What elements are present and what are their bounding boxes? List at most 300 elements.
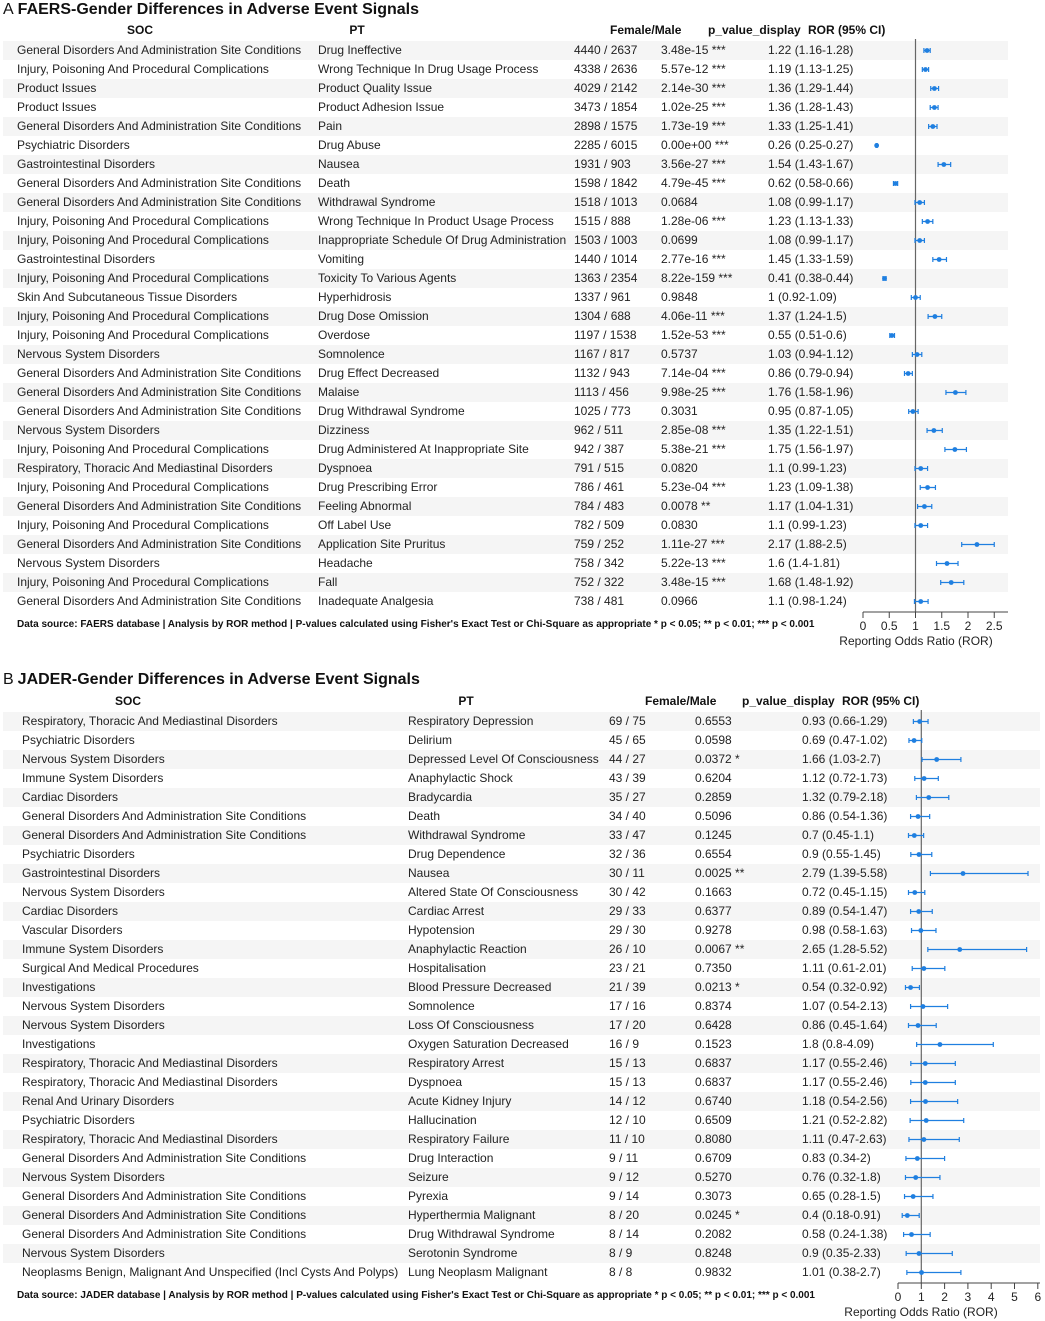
ror-point	[913, 1175, 918, 1180]
table-cell-ror-ci: 1.01 (0.38-2.7)	[802, 1265, 881, 1279]
table-cell-soc: General Disorders And Administration Site Conditions	[22, 809, 307, 823]
table-cell-female-male: 2898 / 1575	[574, 119, 638, 133]
column-header-soc: SOC	[114, 694, 142, 708]
x-tick-label: 1	[917, 1290, 925, 1304]
table-cell-pt: Dizziness	[318, 423, 370, 437]
table-cell-ror-ci: 1.23 (1.13-1.33)	[768, 214, 854, 228]
table-cell-female-male: 8 / 14	[609, 1227, 640, 1241]
x-tick-label: 1.5	[933, 619, 951, 633]
table-cell-soc: Neoplasms Benign, Malignant And Unspecified (Incl Cysts And Polyps)	[22, 1265, 399, 1279]
table-cell-pt: Anaphylactic Reaction	[408, 942, 527, 956]
table-cell-pt: Drug Dose Omission	[318, 309, 429, 323]
table-cell-ror-ci: 1.33 (1.25-1.41)	[768, 119, 854, 133]
table-cell-female-male: 1598 / 1842	[574, 176, 638, 190]
table-cell-ror-ci: 1.23 (1.09-1.38)	[768, 480, 854, 494]
table-cell-soc: Respiratory, Thoracic And Mediastinal Disorders	[22, 1132, 278, 1146]
table-cell-p-value: 0.0598	[695, 733, 732, 747]
table-cell-soc: Nervous System Disorders	[22, 1246, 165, 1260]
table-cell-female-male: 32 / 36	[609, 847, 646, 861]
ror-point	[912, 890, 917, 895]
table-cell-p-value: 0.2859	[695, 790, 732, 804]
table-cell-ror-ci: 0.76 (0.32-1.8)	[802, 1170, 881, 1184]
table-cell-p-value: 5.23e-04 ***	[661, 480, 726, 494]
table-cell-female-male: 69 / 75	[609, 714, 646, 728]
table-cell-pt: Drug Dependence	[408, 847, 506, 861]
table-cell-ror-ci: 0.86 (0.54-1.36)	[802, 809, 888, 823]
table-cell-soc: Nervous System Disorders	[17, 347, 160, 361]
table-cell-female-male: 1197 / 1538	[574, 328, 637, 342]
table-cell-female-male: 1363 / 2354	[574, 271, 638, 285]
table-cell-soc: Nervous System Disorders	[22, 1018, 165, 1032]
table-cell-pt: Hospitalisation	[408, 961, 487, 975]
table-cell-female-male: 1515 / 888	[574, 214, 631, 228]
table-cell-pt: Off Label Use	[318, 518, 392, 532]
table-cell-p-value: 0.6554	[695, 847, 732, 861]
table-cell-soc: Nervous System Disorders	[22, 752, 165, 766]
table-cell-ror-ci: 0.89 (0.54-1.47)	[802, 904, 888, 918]
table-cell-p-value: 0.0067 **	[695, 942, 745, 956]
table-cell-ror-ci: 1.08 (0.99-1.17)	[768, 233, 854, 247]
table-cell-soc: Psychiatric Disorders	[17, 138, 130, 152]
table-cell-soc: General Disorders And Administration Site Conditions	[17, 176, 302, 190]
x-tick-label: 0	[894, 1290, 902, 1304]
table-cell-p-value: 0.0966	[661, 594, 698, 608]
table-cell-ror-ci: 0.26 (0.25-0.27)	[768, 138, 854, 152]
x-tick-label: 4	[987, 1290, 995, 1304]
table-cell-pt: Somnolence	[408, 999, 475, 1013]
table-cell-soc: General Disorders And Administration Site Conditions	[17, 404, 302, 418]
ror-point	[961, 871, 966, 876]
table-cell-pt: Product Adhesion Issue	[318, 100, 445, 114]
table-cell-female-male: 9 / 14	[609, 1189, 640, 1203]
table-cell-female-male: 1931 / 903	[574, 157, 631, 171]
table-cell-female-male: 29 / 33	[609, 904, 646, 918]
table-cell-ror-ci: 0.98 (0.58-1.63)	[802, 923, 888, 937]
table-cell-p-value: 1.73e-19 ***	[661, 119, 726, 133]
table-cell-soc: Injury, Poisoning And Procedural Complications	[17, 271, 269, 285]
table-cell-soc: General Disorders And Administration Site Conditions	[22, 1189, 307, 1203]
table-cell-p-value: 2.77e-16 ***	[661, 252, 726, 266]
table-cell-female-male: 30 / 11	[609, 866, 645, 880]
ror-point	[921, 1137, 926, 1142]
table-cell-female-male: 8 / 9	[609, 1246, 633, 1260]
table-cell-soc: Product Issues	[17, 100, 97, 114]
table-cell-ror-ci: 2.79 (1.39-5.58)	[802, 866, 888, 880]
table-cell-soc: Psychiatric Disorders	[22, 1113, 135, 1127]
table-cell-pt: Withdrawal Syndrome	[318, 195, 436, 209]
table-cell-p-value: 0.00e+00 ***	[661, 138, 729, 152]
ror-point	[911, 1194, 916, 1199]
table-cell-p-value: 0.6740	[695, 1094, 732, 1108]
table-cell-pt: Serotonin Syndrome	[408, 1246, 518, 1260]
column-header-female-male: Female/Male	[610, 23, 682, 37]
table-cell-soc: General Disorders And Administration Site Conditions	[17, 195, 302, 209]
table-cell-pt: Drug Effect Decreased	[318, 366, 440, 380]
table-cell-soc: Injury, Poisoning And Procedural Complications	[17, 442, 269, 456]
table-cell-pt: Wrong Technique In Drug Usage Process	[318, 62, 539, 76]
table-cell-soc: General Disorders And Administration Site Conditions	[17, 594, 302, 608]
table-cell-female-male: 9 / 12	[609, 1170, 640, 1184]
table-cell-pt: Hypotension	[408, 923, 475, 937]
table-cell-p-value: 0.3031	[661, 404, 698, 418]
table-cell-p-value: 8.22e-159 ***	[661, 271, 733, 285]
x-tick-label: 5	[1011, 1290, 1018, 1304]
table-cell-pt: Toxicity To Various Agents	[318, 271, 457, 285]
table-cell-female-male: 791 / 515	[574, 461, 625, 475]
table-cell-p-value: 0.6553	[695, 714, 732, 728]
table-cell-p-value: 5.38e-21 ***	[661, 442, 726, 456]
panel-letter: A	[3, 1, 14, 18]
ror-point	[957, 947, 962, 952]
x-tick-label: 0	[859, 619, 867, 633]
table-cell-female-male: 8 / 20	[609, 1208, 640, 1222]
table-cell-p-value: 0.0830	[661, 518, 698, 532]
table-cell-ror-ci: 0.93 (0.66-1.29)	[802, 714, 888, 728]
table-cell-ror-ci: 0.54 (0.32-0.92)	[802, 980, 888, 994]
table-cell-pt: Hyperhidrosis	[318, 290, 392, 304]
table-cell-female-male: 8 / 8	[609, 1265, 633, 1279]
table-cell-p-value: 2.85e-08 ***	[661, 423, 726, 437]
table-cell-soc: General Disorders And Administration Site Conditions	[22, 1151, 307, 1165]
table-cell-ror-ci: 1.1 (0.99-1.23)	[768, 518, 847, 532]
table-cell-p-value: 2.14e-30 ***	[661, 81, 726, 95]
table-cell-female-male: 942 / 387	[574, 442, 625, 456]
table-cell-pt: Drug Abuse	[318, 138, 381, 152]
table-cell-p-value: 0.0078 **	[661, 499, 711, 513]
table-cell-pt: Seizure	[408, 1170, 449, 1184]
table-cell-soc: Respiratory, Thoracic And Mediastinal Disorders	[22, 1075, 278, 1089]
table-cell-soc: Respiratory, Thoracic And Mediastinal Disorders	[17, 461, 273, 475]
table-cell-soc: Surgical And Medical Procedures	[22, 961, 199, 975]
table-cell-pt: Delirium	[408, 733, 453, 747]
table-cell-soc: Nervous System Disorders	[22, 1170, 165, 1184]
table-cell-soc: General Disorders And Administration Site Conditions	[17, 385, 302, 399]
table-cell-pt: Pyrexia	[408, 1189, 449, 1203]
ror-point	[912, 738, 917, 743]
table-cell-ror-ci: 1.76 (1.58-1.96)	[768, 385, 854, 399]
table-cell-pt: Respiratory Depression	[408, 714, 534, 728]
table-cell-pt: Cardiac Arrest	[408, 904, 485, 918]
table-cell-pt: Inappropriate Schedule Of Drug Administration	[318, 233, 567, 247]
table-cell-female-male: 11 / 10	[609, 1132, 645, 1146]
table-cell-pt: Withdrawal Syndrome	[408, 828, 526, 842]
table-cell-female-male: 1337 / 961	[574, 290, 631, 304]
table-cell-ror-ci: 1.6 (1.4-1.81)	[768, 556, 841, 570]
table-cell-female-male: 30 / 42	[609, 885, 646, 899]
table-cell-soc: Cardiac Disorders	[22, 904, 119, 918]
ror-point	[916, 1023, 921, 1028]
table-cell-soc: Injury, Poisoning And Procedural Complications	[17, 214, 269, 228]
table-cell-female-male: 782 / 509	[574, 518, 625, 532]
table-cell-pt: Drug Withdrawal Syndrome	[408, 1227, 555, 1241]
table-cell-ror-ci: 0.95 (0.87-1.05)	[768, 404, 854, 418]
table-cell-p-value: 0.1245	[695, 828, 732, 842]
table-cell-pt: Death	[318, 176, 351, 190]
table-cell-p-value: 0.1523	[695, 1037, 732, 1051]
table-cell-pt: Drug Interaction	[408, 1151, 494, 1165]
table-cell-pt: Pain	[318, 119, 343, 133]
table-cell-pt: Dyspnoea	[318, 461, 373, 475]
table-cell-p-value: 0.8248	[695, 1246, 732, 1260]
table-cell-pt: Headache	[318, 556, 373, 570]
x-tick-label: 2.5	[985, 619, 1003, 633]
table-cell-female-male: 1304 / 688	[574, 309, 631, 323]
table-cell-p-value: 3.48e-15 ***	[661, 575, 726, 589]
table-cell-soc: Psychiatric Disorders	[22, 847, 135, 861]
table-cell-ror-ci: 1.22 (1.16-1.28)	[768, 43, 854, 57]
table-cell-female-male: 14 / 12	[609, 1094, 646, 1108]
table-cell-female-male: 26 / 10	[609, 942, 646, 956]
table-cell-p-value: 5.22e-13 ***	[661, 556, 726, 570]
table-cell-pt: Inadequate Analgesia	[318, 594, 434, 608]
table-cell-ror-ci: 0.7 (0.45-1.1)	[802, 828, 875, 842]
table-cell-female-male: 1132 / 943	[574, 366, 630, 380]
table-cell-soc: General Disorders And Administration Site Conditions	[17, 499, 302, 513]
table-cell-soc: Injury, Poisoning And Procedural Complications	[17, 233, 269, 247]
table-cell-p-value: 0.0245 *	[695, 1208, 740, 1222]
table-cell-female-male: 16 / 9	[609, 1037, 640, 1051]
table-cell-ror-ci: 0.55 (0.51-0.6)	[768, 328, 847, 342]
footnote: Data source: FAERS database | Analysis by ROR method | P-values calculated using Fisher's Exact Test or Chi-Square as appropriate * p < 0.05; ** p < 0.01; *** p < 0.001	[17, 619, 815, 630]
table-cell-ror-ci: 1.68 (1.48-1.92)	[768, 575, 854, 589]
table-cell-p-value: 0.5737	[661, 347, 698, 361]
ror-point	[934, 757, 939, 762]
table-cell-female-male: 15 / 13	[609, 1075, 646, 1089]
table-cell-pt: Oxygen Saturation Decreased	[408, 1037, 569, 1051]
ror-point	[917, 719, 922, 724]
table-cell-soc: Investigations	[22, 980, 96, 994]
x-tick-label: 6	[1034, 1290, 1042, 1304]
x-axis-label: Reporting Odds Ratio (ROR)	[844, 1305, 998, 1319]
table-cell-ror-ci: 1.35 (1.22-1.51)	[768, 423, 854, 437]
table-cell-female-male: 1025 / 773	[574, 404, 631, 418]
table-cell-female-male: 1113 / 456	[574, 385, 629, 399]
table-cell-soc: Renal And Urinary Disorders	[22, 1094, 175, 1108]
table-cell-p-value: 0.8374	[695, 999, 732, 1013]
table-cell-p-value: 0.5270	[695, 1170, 732, 1184]
table-cell-pt: Respiratory Arrest	[408, 1056, 505, 1070]
ror-point	[917, 1251, 922, 1256]
ror-point	[921, 1004, 926, 1009]
table-cell-ror-ci: 1.17 (0.55-2.46)	[802, 1075, 888, 1089]
x-axis-label: Reporting Odds Ratio (ROR)	[839, 634, 993, 648]
table-cell-p-value: 1.11e-27 ***	[661, 537, 725, 551]
table-cell-soc: Psychiatric Disorders	[22, 733, 135, 747]
table-cell-female-male: 3473 / 1854	[574, 100, 638, 114]
table-cell-soc: Immune System Disorders	[22, 771, 164, 785]
panel-letter: B	[3, 671, 14, 688]
table-cell-p-value: 0.6837	[695, 1056, 732, 1070]
column-header-ror-ci: ROR (95% CI)	[842, 694, 920, 708]
table-cell-soc: Nervous System Disorders	[17, 556, 160, 570]
table-cell-soc: Injury, Poisoning And Procedural Complications	[17, 309, 269, 323]
table-cell-ror-ci: 0.58 (0.24-1.38)	[802, 1227, 888, 1241]
table-cell-soc: Skin And Subcutaneous Tissue Disorders	[17, 290, 238, 304]
table-cell-p-value: 1.28e-06 ***	[661, 214, 726, 228]
table-cell-soc: Immune System Disorders	[22, 942, 164, 956]
table-cell-female-male: 29 / 30	[609, 923, 646, 937]
footnote: Data source: JADER database | Analysis by ROR method | P-values calculated using Fisher's Exact Test or Chi-Square as appropriate * p < 0.05; ** p < 0.01; *** p < 0.001	[17, 1290, 815, 1301]
table-cell-female-male: 1518 / 1013	[574, 195, 638, 209]
table-cell-p-value: 0.3073	[695, 1189, 732, 1203]
table-cell-pt: Altered State Of Consciousness	[408, 885, 579, 899]
table-cell-ror-ci: 1.8 (0.8-4.09)	[802, 1037, 875, 1051]
column-header-soc: SOC	[126, 23, 154, 37]
table-cell-female-male: 759 / 252	[574, 537, 625, 551]
table-cell-soc: Gastrointestinal Disorders	[22, 866, 161, 880]
table-cell-female-male: 12 / 10	[609, 1113, 646, 1127]
table-cell-pt: Loss Of Consciousness	[408, 1018, 535, 1032]
table-cell-soc: Injury, Poisoning And Procedural Complications	[17, 575, 269, 589]
ror-point	[905, 1213, 910, 1218]
table-cell-p-value: 0.0699	[661, 233, 698, 247]
table-cell-p-value: 0.6377	[695, 904, 732, 918]
table-cell-p-value: 4.06e-11 ***	[661, 309, 725, 323]
column-header-female-male: Female/Male	[645, 694, 717, 708]
table-cell-ror-ci: 1.1 (0.99-1.23)	[768, 461, 847, 475]
table-cell-ror-ci: 1.37 (1.24-1.5)	[768, 309, 847, 323]
ror-point	[919, 1270, 924, 1275]
table-cell-pt: Bradycardia	[408, 790, 473, 804]
panel-title-text: FAERS-Gender Differences in Adverse Event Signals	[17, 1, 419, 18]
table-cell-soc: General Disorders And Administration Site Conditions	[17, 43, 302, 57]
ror-point	[938, 1042, 943, 1047]
ror-point	[908, 985, 913, 990]
table-cell-ror-ci: 1.75 (1.56-1.97)	[768, 442, 854, 456]
table-cell-p-value: 0.6204	[695, 771, 732, 785]
table-cell-ror-ci: 0.41 (0.38-0.44)	[768, 271, 854, 285]
table-cell-soc: Investigations	[22, 1037, 96, 1051]
table-cell-female-male: 17 / 16	[609, 999, 646, 1013]
table-cell-ror-ci: 0.83 (0.34-2)	[802, 1151, 871, 1165]
ror-point	[923, 1061, 928, 1066]
table-cell-female-male: 758 / 342	[574, 556, 625, 570]
panel-title-text: JADER-Gender Differences in Adverse Event Signals	[17, 671, 420, 688]
table-cell-ror-ci: 0.65 (0.28-1.5)	[802, 1189, 881, 1203]
table-cell-p-value: 0.8080	[695, 1132, 732, 1146]
table-cell-ror-ci: 0.9 (0.55-1.45)	[802, 847, 881, 861]
table-cell-female-male: 752 / 322	[574, 575, 625, 589]
table-cell-ror-ci: 0.4 (0.18-0.91)	[802, 1208, 881, 1222]
table-cell-pt: Respiratory Failure	[408, 1132, 510, 1146]
table-cell-p-value: 1.02e-25 ***	[661, 100, 726, 114]
table-cell-pt: Drug Administered At Inappropriate Site	[318, 442, 529, 456]
table-cell-p-value: 0.0684	[661, 195, 698, 209]
table-cell-p-value: 0.0025 **	[695, 866, 745, 880]
table-cell-soc: Respiratory, Thoracic And Mediastinal Disorders	[22, 1056, 278, 1070]
ror-point	[916, 909, 921, 914]
ror-point	[912, 833, 917, 838]
table-cell-pt: Feeling Abnormal	[318, 499, 412, 513]
table-cell-female-male: 9 / 11	[609, 1151, 639, 1165]
table-cell-pt: Wrong Technique In Product Usage Process	[318, 214, 554, 228]
table-cell-pt: Lung Neoplasm Malignant	[408, 1265, 548, 1279]
ror-point	[921, 966, 926, 971]
table-cell-p-value: 0.0372 *	[695, 752, 740, 766]
table-cell-female-male: 23 / 21	[609, 961, 646, 975]
table-cell-ror-ci: 2.65 (1.28-5.52)	[802, 942, 888, 956]
table-cell-female-male: 44 / 27	[609, 752, 646, 766]
column-header-pt: PT	[458, 694, 474, 708]
table-cell-pt: Hyperthermia Malignant	[408, 1208, 536, 1222]
table-cell-soc: General Disorders And Administration Site Conditions	[17, 119, 302, 133]
table-cell-pt: Vomiting	[318, 252, 365, 266]
table-cell-p-value: 0.6509	[695, 1113, 732, 1127]
table-cell-soc: Injury, Poisoning And Procedural Complications	[17, 518, 269, 532]
table-cell-pt: Overdose	[318, 328, 371, 342]
table-cell-pt: Drug Prescribing Error	[318, 480, 438, 494]
table-cell-soc: General Disorders And Administration Site Conditions	[22, 1227, 307, 1241]
table-cell-pt: Application Site Pruritus	[318, 537, 446, 551]
table-cell-soc: Nervous System Disorders	[22, 885, 165, 899]
column-header-pt: PT	[349, 23, 365, 37]
x-tick-label: 2	[964, 619, 972, 633]
column-header-ror-ci: ROR (95% CI)	[808, 23, 886, 37]
table-cell-female-male: 45 / 65	[609, 733, 646, 747]
table-cell-ror-ci: 0.86 (0.45-1.64)	[802, 1018, 888, 1032]
table-cell-p-value: 0.9848	[661, 290, 698, 304]
table-cell-ror-ci: 1.66 (1.03-2.7)	[802, 752, 881, 766]
table-cell-pt: Death	[408, 809, 441, 823]
table-cell-pt: Nausea	[318, 157, 360, 171]
table-cell-p-value: 0.0820	[661, 461, 698, 475]
table-cell-ror-ci: 1.07 (0.54-2.13)	[802, 999, 888, 1013]
table-cell-female-male: 786 / 461	[574, 480, 625, 494]
table-cell-ror-ci: 1 (0.92-1.09)	[768, 290, 837, 304]
table-cell-p-value: 3.48e-15 ***	[661, 43, 726, 57]
table-cell-p-value: 0.7350	[695, 961, 732, 975]
table-cell-ror-ci: 1.11 (0.61-2.01)	[802, 961, 887, 975]
table-cell-p-value: 3.56e-27 ***	[661, 157, 726, 171]
table-cell-ror-ci: 0.72 (0.45-1.15)	[802, 885, 888, 899]
ror-point	[922, 776, 927, 781]
table-cell-female-male: 4029 / 2142	[574, 81, 638, 95]
table-cell-pt: Depressed Level Of Consciousness	[408, 752, 599, 766]
table-cell-p-value: 7.14e-04 ***	[661, 366, 726, 380]
table-cell-pt: Acute Kidney Injury	[408, 1094, 512, 1108]
table-cell-pt: Product Quality Issue	[318, 81, 433, 95]
table-cell-ror-ci: 1.1 (0.98-1.24)	[768, 594, 847, 608]
table-cell-female-male: 738 / 481	[574, 594, 625, 608]
table-cell-female-male: 35 / 27	[609, 790, 646, 804]
table-cell-soc: General Disorders And Administration Site Conditions	[22, 828, 307, 842]
table-cell-p-value: 0.5096	[695, 809, 732, 823]
ror-point	[909, 1232, 914, 1237]
table-cell-p-value: 0.1663	[695, 885, 732, 899]
table-cell-pt: Malaise	[318, 385, 360, 399]
table-cell-female-male: 15 / 13	[609, 1056, 646, 1070]
ror-point	[926, 795, 931, 800]
table-cell-ror-ci: 1.19 (1.13-1.25)	[768, 62, 854, 76]
ror-point	[923, 1099, 928, 1104]
column-header-p-value: p_value_display	[742, 694, 835, 708]
table-cell-ror-ci: 1.03 (0.94-1.12)	[768, 347, 854, 361]
table-cell-p-value: 0.6837	[695, 1075, 732, 1089]
table-cell-ror-ci: 1.36 (1.29-1.44)	[768, 81, 854, 95]
table-cell-soc: General Disorders And Administration Site Conditions	[17, 366, 302, 380]
table-cell-ror-ci: 1.21 (0.52-2.82)	[802, 1113, 888, 1127]
table-cell-ror-ci: 1.36 (1.28-1.43)	[768, 100, 854, 114]
table-cell-female-male: 33 / 47	[609, 828, 646, 842]
table-cell-ror-ci: 1.18 (0.54-2.56)	[802, 1094, 888, 1108]
table-cell-ror-ci: 2.17 (1.88-2.5)	[768, 537, 847, 551]
table-cell-pt: Hallucination	[408, 1113, 477, 1127]
table-cell-p-value: 0.9832	[695, 1265, 732, 1279]
table-cell-soc: Respiratory, Thoracic And Mediastinal Disorders	[22, 714, 278, 728]
table-cell-pt: Drug Withdrawal Syndrome	[318, 404, 465, 418]
x-tick-label: 3	[964, 1290, 972, 1304]
table-cell-female-male: 4440 / 2637	[574, 43, 638, 57]
